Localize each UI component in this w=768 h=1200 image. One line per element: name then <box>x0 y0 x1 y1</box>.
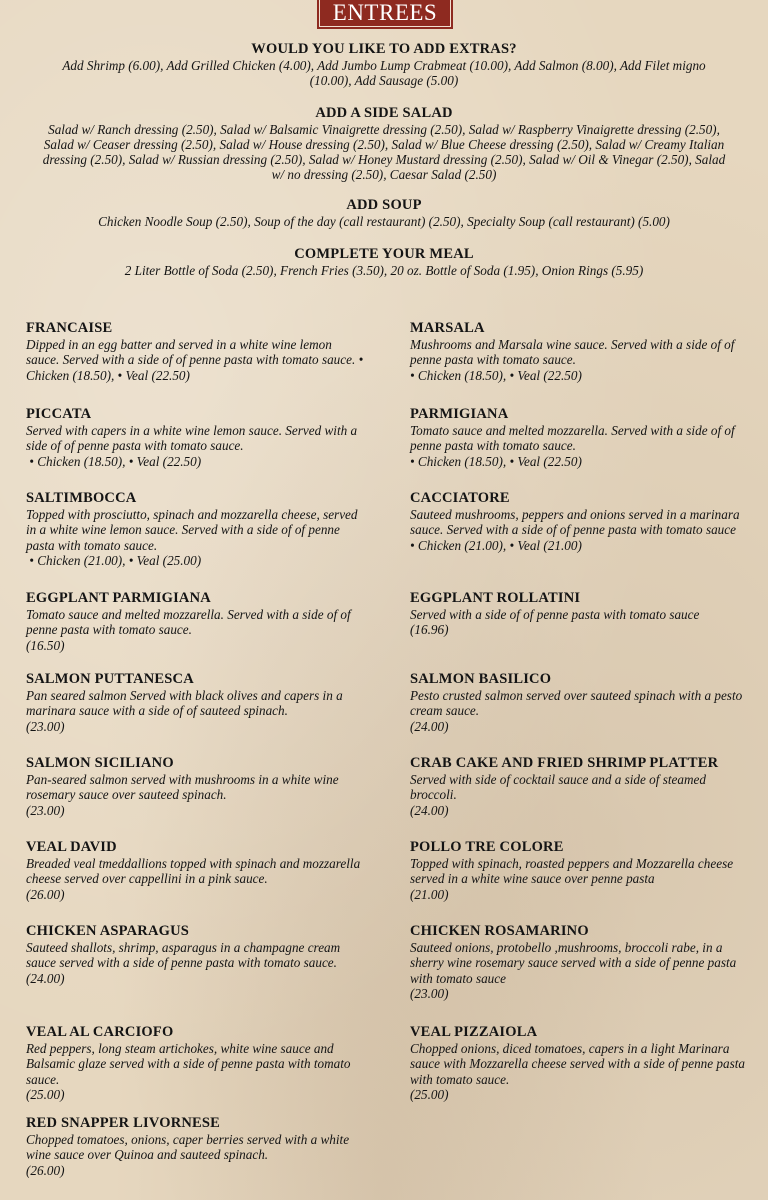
side-salad-title: ADD A SIDE SALAD <box>315 105 453 121</box>
item-description: Served with capers in a white wine lemon sauce. Served with a side of of penne pasta with tomato sauce. <box>26 423 358 454</box>
item-price: (23.00) <box>410 986 449 1002</box>
item-price: • Chicken (18.50), • Veal (22.50) <box>26 453 202 469</box>
extras-text: Add Shrimp (6.00), Add Grilled Chicken (4.00), Add Jumbo Lump Crabmeat (10.00), Add Salmon (8.00), Add Filet migno (10.00), Add Sausage (5.00) <box>62 58 706 88</box>
item-name: SALMON SICILIANO <box>26 755 174 771</box>
item-description: Sauteed onions, protobello ,mushrooms, broccoli rabe, in a sherry wine rosemary sauce served with a side of penne pasta with tomato sauce <box>410 940 737 986</box>
menu-item <box>410 320 750 383</box>
extras-block <box>40 40 728 88</box>
item-price: • Chicken (18.50), • Veal (22.50) <box>410 367 582 383</box>
item-name: CHICKEN ROSAMARINO <box>410 923 589 939</box>
item-price: (24.00) <box>410 802 449 818</box>
item-name: FRANCAISE <box>26 320 113 336</box>
item-price: (21.00) <box>410 886 449 902</box>
item-description: Sauteed mushrooms, peppers and onions served in a marinara sauce. Served with a side of of penne pasta with tomato sauce <box>410 507 740 538</box>
item-price: (26.00) <box>26 1162 65 1178</box>
item-price: (26.00) <box>26 886 65 902</box>
item-description: Pan-seared salmon served with mushrooms in a white wine rosemary sauce over sauteed spinach. <box>26 772 339 803</box>
item-name: POLLO TRE COLORE <box>410 839 564 855</box>
menu-item <box>26 923 366 986</box>
menu-item <box>410 755 750 818</box>
soup-title: ADD SOUP <box>346 197 422 213</box>
item-name: VEAL AL CARCIOFO <box>26 1024 174 1040</box>
item-name: RED SNAPPER LIVORNESE <box>26 1115 221 1131</box>
extras-title: WOULD YOU LIKE TO ADD EXTRAS? <box>251 41 517 57</box>
item-price: • Chicken (21.00), • Veal (21.00) <box>410 537 582 553</box>
menu-item <box>26 590 366 653</box>
side-salad-block <box>40 104 728 182</box>
item-price: (25.00) <box>410 1087 449 1103</box>
item-description: Tomato sauce and melted mozzarella. Served with a side of of penne pasta with tomato sauce. <box>410 423 735 454</box>
menu-item <box>410 1024 750 1103</box>
menu-item <box>26 490 366 569</box>
menu-item <box>26 320 366 383</box>
item-description: Tomato sauce and melted mozzarella. Served with a side of of penne pasta with tomato sauce. <box>26 607 351 638</box>
item-description: Breaded veal tmeddallions topped with spinach and mozzarella cheese served over cappellini in a pink sauce. <box>26 856 361 887</box>
item-price: (24.00) <box>26 970 65 986</box>
item-name: SALMON BASILICO <box>410 671 552 687</box>
item-price: • Chicken (18.50), • Veal (22.50) <box>410 453 582 469</box>
item-name: EGGPLANT ROLLATINI <box>410 590 581 606</box>
section-banner: ENTREES <box>319 0 451 27</box>
item-name: MARSALA <box>410 320 485 336</box>
item-description: Served with a side of of penne pasta with tomato sauce <box>410 607 700 622</box>
complete-meal-title: COMPLETE YOUR MEAL <box>294 246 474 262</box>
item-price: (16.50) <box>26 637 65 653</box>
item-description: Served with side of cocktail sauce and a side of steamed broccoli. <box>410 772 706 803</box>
menu-item <box>26 671 366 734</box>
menu-item <box>410 671 750 734</box>
item-price: (23.00) <box>26 802 65 818</box>
item-description: Mushrooms and Marsala wine sauce. Served with a side of of penne pasta with tomato sauce. <box>410 337 735 368</box>
menu-item <box>410 839 750 902</box>
item-price: (24.00) <box>410 718 449 734</box>
item-description: Chopped tomatoes, onions, caper berries served with a white wine sauce over Quinoa and sauteed spinach. <box>26 1132 350 1163</box>
item-description: Sauteed shallots, shrimp, asparagus in a champagne cream sauce served with a side of penne pasta with tomato sauce. <box>26 940 341 971</box>
item-name: CHICKEN ASPARAGUS <box>26 923 190 939</box>
item-name: CRAB CAKE AND FRIED SHRIMP PLATTER <box>410 755 719 771</box>
item-price: (23.00) <box>26 718 65 734</box>
item-description: Topped with spinach, roasted peppers and Mozzarella cheese served in a white wine sauce over penne pasta <box>410 856 734 887</box>
item-description: Pan seared salmon Served with black olives and capers in a marinara sauce with a side of of sauteed spinach. <box>26 688 343 719</box>
item-description: Pesto crusted salmon served over sauteed spinach with a pesto cream sauce. <box>410 688 743 719</box>
soup-text: Chicken Noodle Soup (2.50), Soup of the day (call restaurant) (2.50), Specialty Soup (call restaurant) (5.00) <box>98 214 670 229</box>
menu-item <box>410 490 750 553</box>
item-name: SALTIMBOCCA <box>26 490 137 506</box>
menu-item <box>26 1024 366 1103</box>
item-description: Red peppers, long steam artichokes, white wine sauce and Balsamic glaze served with a side of penne pasta with tomato sauce. <box>26 1041 351 1087</box>
menu-item <box>26 1115 366 1178</box>
item-price: • Chicken (21.00), • Veal (25.00) <box>26 553 202 569</box>
complete-meal-block <box>40 245 728 278</box>
item-price: (25.00) <box>26 1087 65 1103</box>
item-name: SALMON PUTTANESCA <box>26 671 194 687</box>
menu-item <box>410 406 750 469</box>
complete-meal-text: 2 Liter Bottle of Soda (2.50), French Fries (3.50), 20 oz. Bottle of Soda (1.95), Onion Rings (5.95) <box>124 263 644 278</box>
item-name: PARMIGIANA <box>410 406 509 422</box>
side-salad-text: Salad w/ Ranch dressing (2.50), Salad w/ Balsamic Vinaigrette dressing (2.50), Salad w/ Raspberry Vinaigrette dressing (2.50), Salad w/ Ceaser dressing (2.50), Salad w/ House dressing (2.50), Salad w/ Blue Cheese dressing (2.50), Salad w/ Creamy Italian dressing (2.50), Salad w/ Russian dressing (2.50), Salad w/ Honey Mustard dressing (2.50), Salad w/ Oil & Vinegar (2.50), Salad w/ no dressing (2.50), Caesar Salad (2.50) <box>42 122 726 182</box>
item-name: VEAL PIZZAIOLA <box>410 1024 538 1040</box>
item-price: (16.96) <box>410 622 449 638</box>
item-name: EGGPLANT PARMIGIANA <box>26 590 211 606</box>
menu-item <box>410 923 750 1002</box>
item-name: VEAL DAVID <box>26 839 117 855</box>
item-name: CACCIATORE <box>410 490 510 506</box>
item-name: PICCATA <box>26 406 92 422</box>
menu-item <box>26 839 366 902</box>
menu-item <box>26 406 366 469</box>
menu-item <box>410 590 750 638</box>
item-description: Chopped onions, diced tomatoes, capers in a light Marinara sauce with Mozzarella cheese served with a side of penne pasta with tomato sauce. <box>410 1041 745 1087</box>
menu-item <box>26 755 366 818</box>
soup-block <box>40 196 728 229</box>
item-description: Topped with prosciutto, spinach and mozzarella cheese, served in a white wine lemon sauce. Served with a side of of penne pasta with tomato sauce. <box>26 507 358 553</box>
item-description: Dipped in an egg batter and served in a white wine lemon sauce. Served with a side of of penne pasta with tomato sauce. • Chicken (18.50), • Veal (22.50) <box>26 337 364 383</box>
